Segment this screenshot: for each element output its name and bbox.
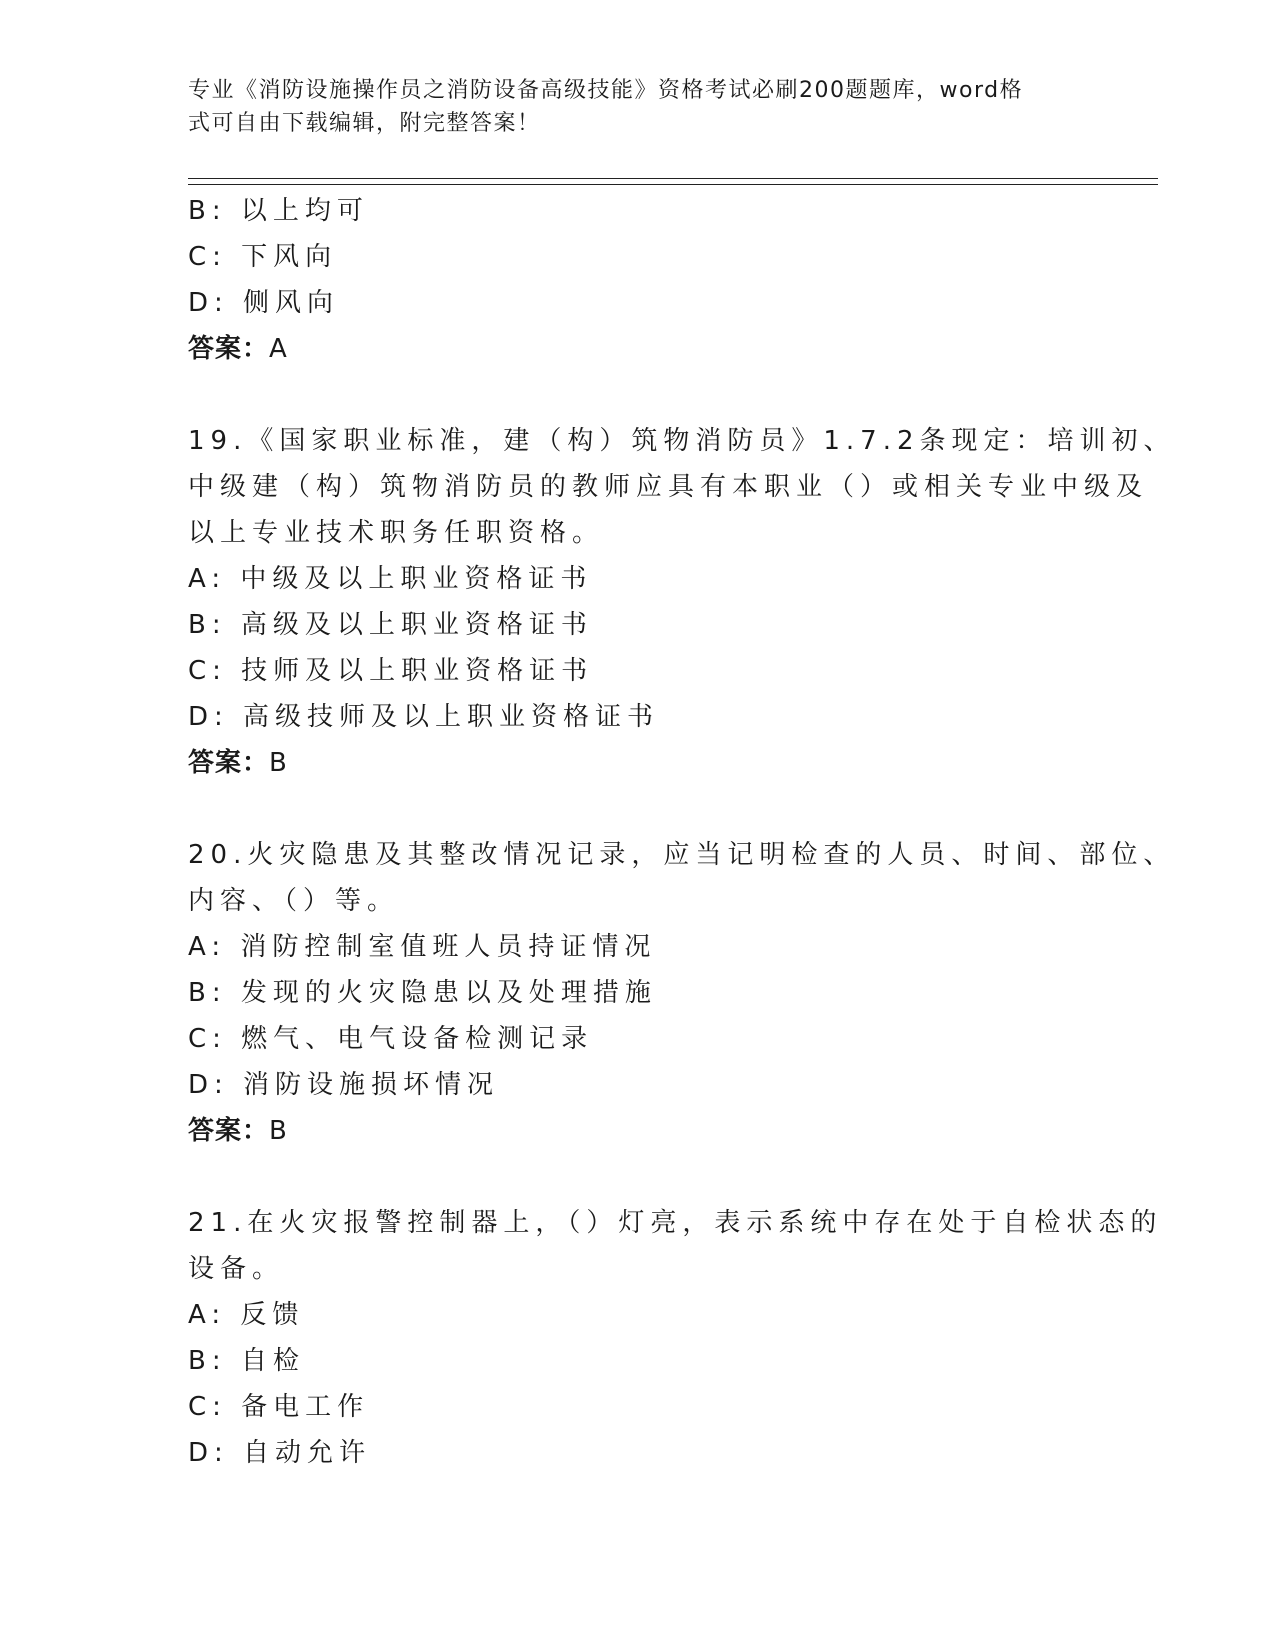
answer-value: A <box>269 334 288 364</box>
answer-label: 答案： <box>188 334 270 364</box>
header-rule-bottom <box>188 184 1158 185</box>
question-stem-line: 19.《国家职业标准，建（构）筑物消防员》1.7.2条现定：培训初、 <box>188 426 1176 456</box>
option-d: D: 高级技师及以上职业资格证书 <box>188 702 660 732</box>
header-line-2: 式可自由下载编辑，附完整答案！ <box>188 111 541 136</box>
answer-label: 答案： <box>188 748 270 778</box>
option-c: C: 下风向 <box>188 242 338 272</box>
header-line-1: 专业《消防设施操作员之消防设备高级技能》资格考试必刷200题题库，word格 <box>188 78 1024 103</box>
option-d: D: 消防设施损坏情况 <box>188 1070 500 1100</box>
question-19 <box>188 418 1176 786</box>
header-rule-top <box>188 178 1158 179</box>
question-21 <box>188 1200 1163 1476</box>
option-c: C: 技师及以上职业资格证书 <box>188 656 594 686</box>
question-18-tail <box>188 188 1088 372</box>
option-a: A: 中级及以上职业资格证书 <box>188 564 593 594</box>
question-stem-line: 中级建（构）筑物消防员的教师应具有本职业（）或相关专业中级及 <box>188 472 1149 502</box>
option-d: D: 自动允许 <box>188 1438 372 1468</box>
option-c: C: 燃气、电气设备检测记录 <box>188 1024 594 1054</box>
option-b: B: 自检 <box>188 1346 305 1376</box>
option-a: A: 消防控制室值班人员持证情况 <box>188 932 657 962</box>
option-b: B: 高级及以上职业资格证书 <box>188 610 593 640</box>
answer-line <box>188 326 1088 372</box>
answer-label: 答案： <box>188 1116 270 1146</box>
question-stem-line: 内容、（）等。 <box>188 886 400 916</box>
question-stem-line: 设备。 <box>188 1254 285 1284</box>
answer-line <box>188 1108 1088 1154</box>
option-a: A: 反馈 <box>188 1300 305 1330</box>
option-b: B: 发现的火灾隐患以及处理措施 <box>188 978 657 1008</box>
answer-line <box>188 740 1088 786</box>
question-stem-line: 以上专业技术职务任职资格。 <box>188 518 605 548</box>
answer-value: B <box>269 1116 288 1146</box>
question-stem-line: 21.在火灾报警控制器上，（）灯亮，表示系统中存在处于自检状态的 <box>188 1208 1163 1238</box>
document-header <box>188 74 1088 140</box>
option-c: C: 备电工作 <box>188 1392 370 1422</box>
question-stem-line: 20.火灾隐患及其整改情况记录，应当记明检查的人员、时间、部位、 <box>188 840 1176 870</box>
answer-value: B <box>269 748 288 778</box>
option-d: D: 侧风向 <box>188 288 340 318</box>
option-b: B: 以上均可 <box>188 196 369 226</box>
question-content <box>188 188 1176 1476</box>
question-20 <box>188 832 1176 1154</box>
